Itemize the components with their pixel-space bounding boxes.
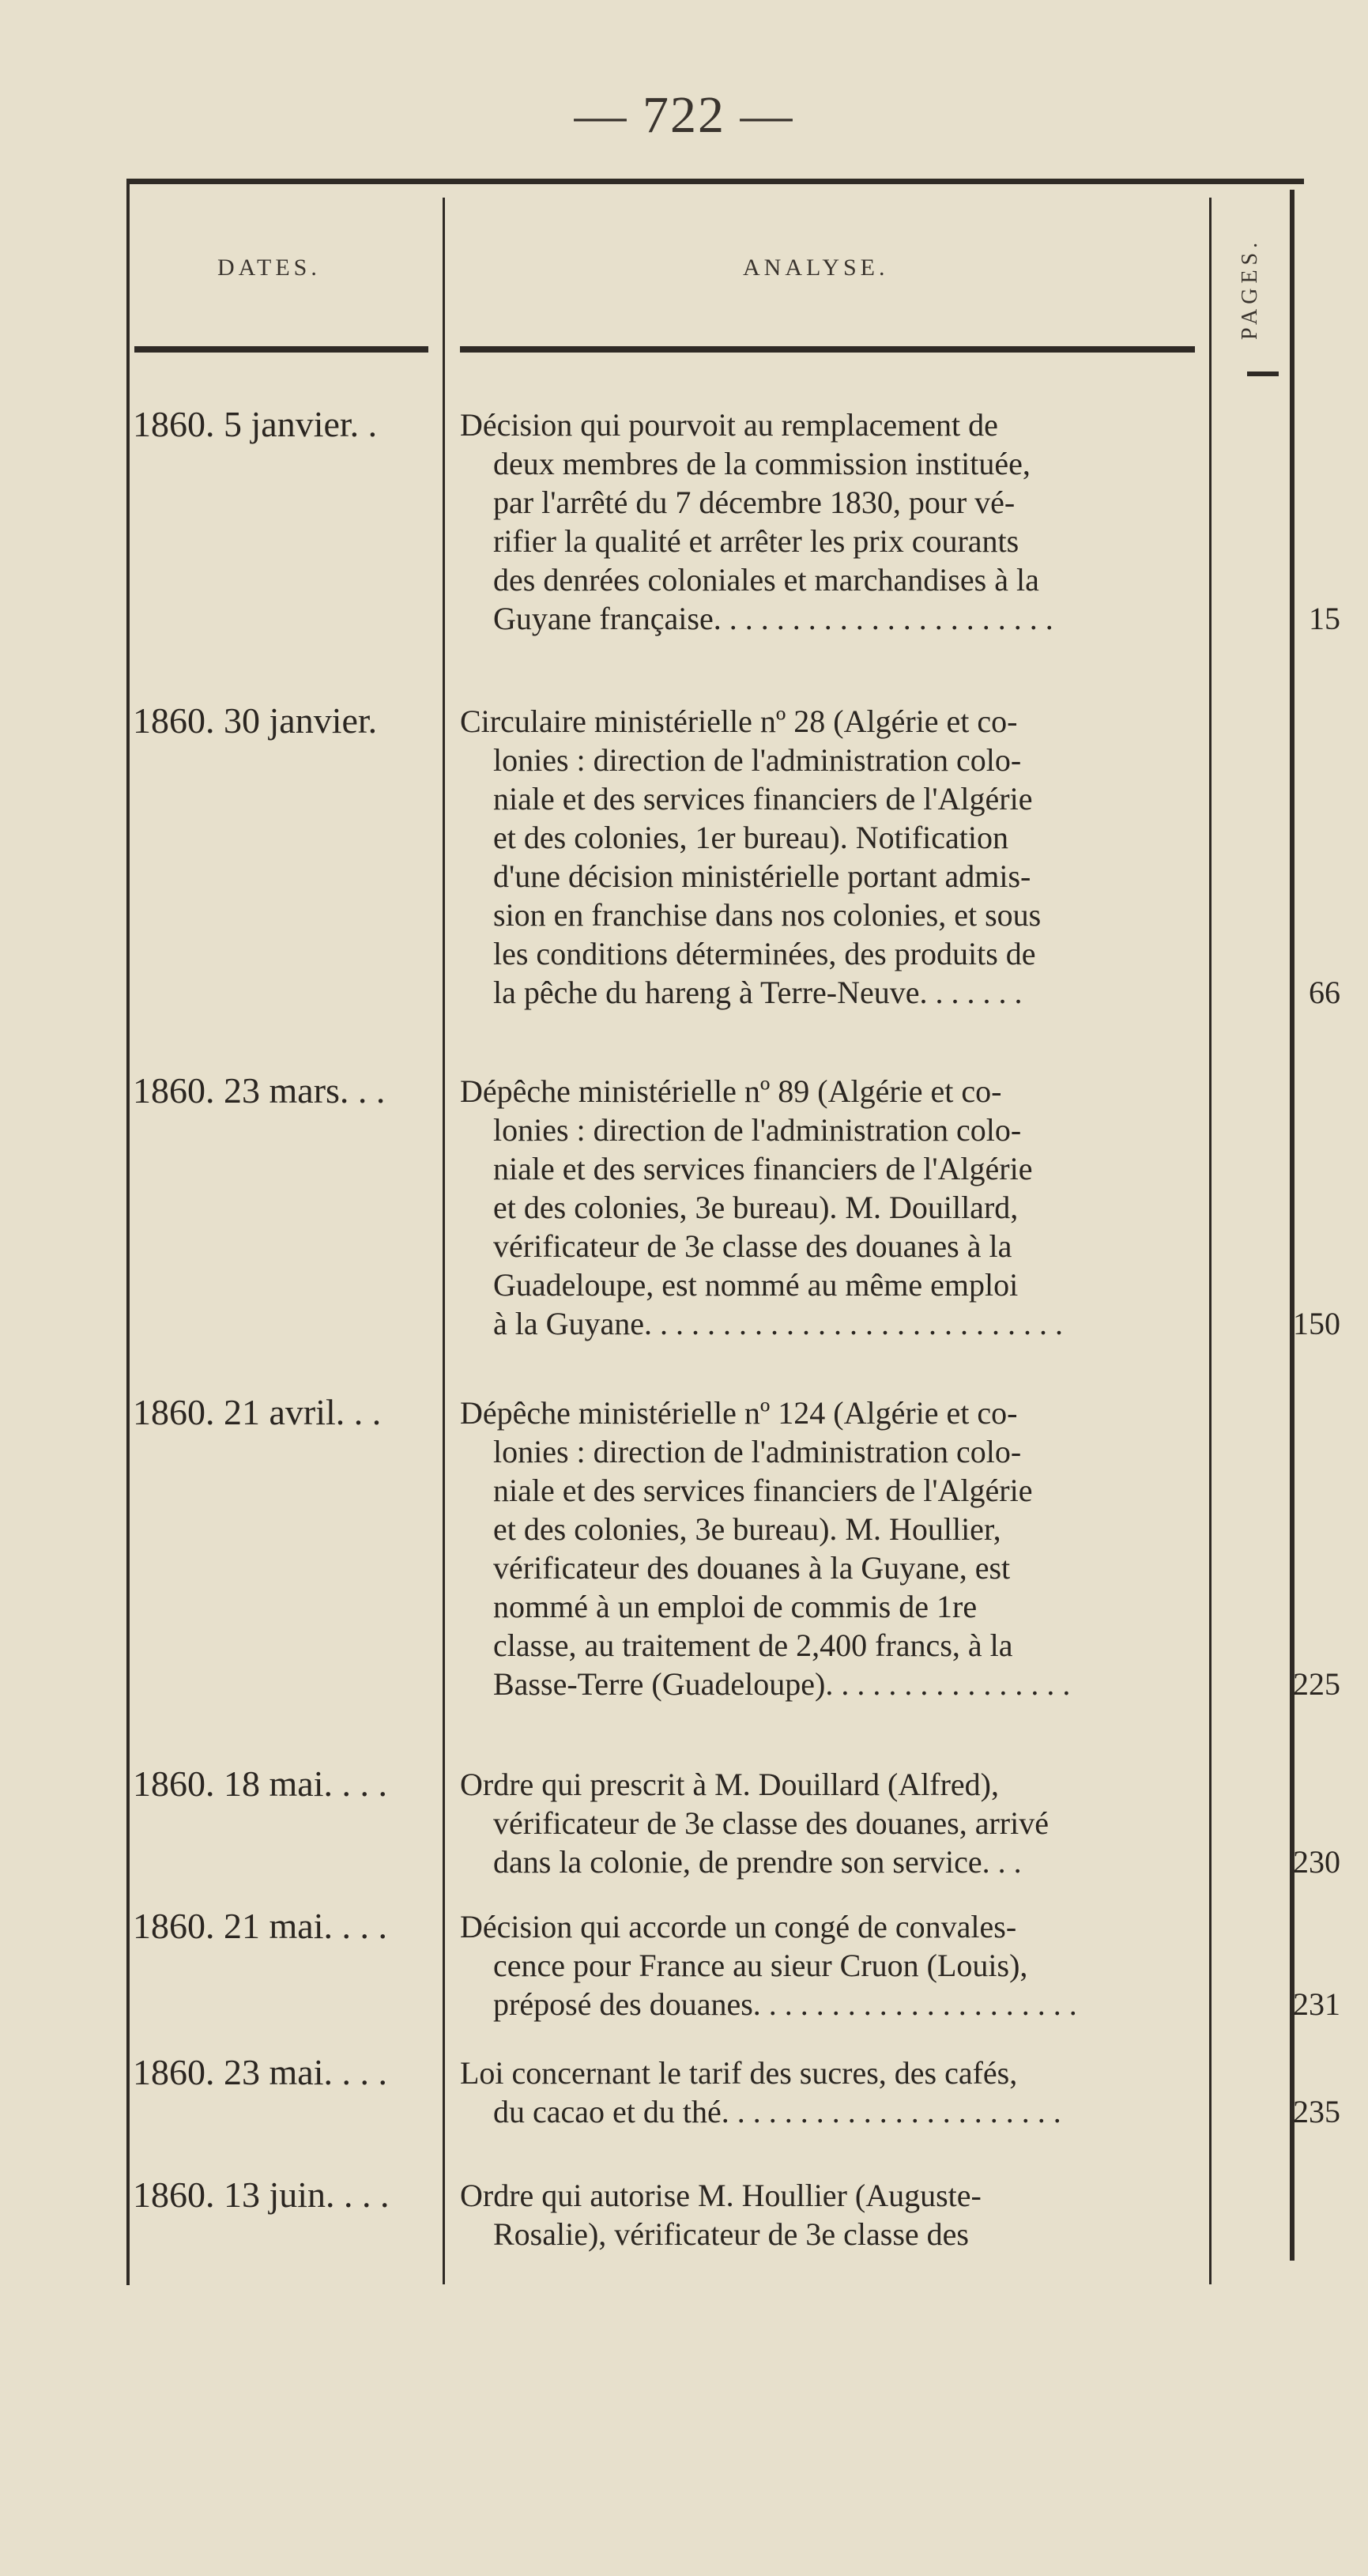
header-pages: PAGES. <box>1238 237 1262 340</box>
analysis-line: niale et des services financiers de l'Algérie <box>493 1151 1033 1186</box>
header-rule-dates <box>134 346 428 353</box>
page-number: — 722 — <box>574 86 794 144</box>
analysis-line: Circulaire ministérielle nº 28 (Algérie et co- <box>460 703 1018 739</box>
left-border <box>126 179 130 2285</box>
analysis-line: Décision qui accorde un congé de convales- <box>460 1909 1017 1944</box>
header-rule-pages <box>1247 372 1279 376</box>
analysis-line: par l'arrêté du 7 décembre 1830, pour vé- <box>493 485 1016 520</box>
page-reference: 235 <box>1293 2094 1340 2129</box>
analysis-line: niale et des services financiers de l'Algérie <box>493 1473 1033 1508</box>
analysis-line: dans la colonie, de prendre son service. . . <box>493 1844 1022 1880</box>
analysis-line: des denrées coloniales et marchandises à la <box>493 562 1039 598</box>
analysis-line: les conditions déterminées, des produits de <box>493 936 1036 971</box>
page-reference: 66 <box>1309 975 1340 1010</box>
analysis-line: classe, au traitement de 2,400 francs, à la <box>493 1627 1013 1663</box>
entry-date: 1860. 18 mai. . . . <box>133 1763 387 1804</box>
page-reference: 15 <box>1309 601 1340 636</box>
page-reference: 231 <box>1293 1986 1340 2022</box>
page-reference: 150 <box>1293 1306 1340 1341</box>
analysis-line: Décision qui pourvoit au remplacement de <box>460 407 998 443</box>
entry-date: 1860. 21 avril. . . <box>133 1392 382 1432</box>
entry-date: 1860. 23 mars. . . <box>133 1070 386 1111</box>
analysis-line: Ordre qui autorise M. Houllier (Auguste- <box>460 2178 982 2213</box>
header-dates: DATES. <box>217 255 321 281</box>
analysis-line: lonies : direction de l'administration colo- <box>493 1112 1022 1148</box>
entry-date: 1860. 21 mai. . . . <box>133 1906 387 1946</box>
analysis-line: Guadeloupe, est nommé au même emploi <box>493 1267 1019 1303</box>
analysis-line: Rosalie), vérificateur de 3e classe des <box>493 2216 969 2252</box>
entry-analysis <box>460 1765 1215 1881</box>
entry-analysis <box>460 2176 1215 2254</box>
header-rule-analyse <box>460 346 1195 353</box>
entry-analysis <box>460 405 1215 638</box>
analysis-line: la pêche du hareng à Terre-Neuve. . . . . . . <box>493 975 1023 1010</box>
entry-date: 1860. 13 juin. . . . <box>133 2174 390 2215</box>
analysis-line: préposé des douanes. . . . . . . . . . . . . . . . . . . . . <box>493 1986 1077 2022</box>
entry-analysis <box>460 702 1215 1012</box>
page-reference: 225 <box>1293 1666 1340 1702</box>
analysis-line: rifier la qualité et arrêter les prix courants <box>493 523 1019 559</box>
analysis-line: et des colonies, 3e bureau). M. Douillard, <box>493 1190 1019 1225</box>
analysis-line: Basse-Terre (Guadeloupe). . . . . . . . . . . . . . . . <box>493 1666 1071 1702</box>
analysis-line: niale et des services financiers de l'Algérie <box>493 781 1033 817</box>
analysis-line: lonies : direction de l'administration colo- <box>493 742 1022 778</box>
analysis-line: vérificateur de 3e classe des douanes à la <box>493 1228 1012 1264</box>
entry-date: 1860. 5 janvier. . <box>133 404 378 444</box>
entry-analysis <box>460 1072 1215 1343</box>
analysis-line: Loi concernant le tarif des sucres, des cafés, <box>460 2055 1018 2091</box>
analysis-line: deux membres de la commission instituée, <box>493 446 1031 481</box>
analysis-line: nommé à un emploi de commis de 1re <box>493 1589 978 1624</box>
analysis-line: lonies : direction de l'administration colo- <box>493 1434 1022 1469</box>
entry-date: 1860. 23 mai. . . . <box>133 2052 387 2092</box>
entry-analysis <box>460 1394 1215 1703</box>
analysis-line: Dépêche ministérielle nº 89 (Algérie et co- <box>460 1073 1002 1109</box>
column-divider-dates <box>443 198 445 2284</box>
analysis-line: cence pour France au sieur Cruon (Louis), <box>493 1948 1028 1983</box>
analysis-line: vérificateur des douanes à la Guyane, est <box>493 1550 1011 1586</box>
analysis-line: Guyane française. . . . . . . . . . . . . . . . . . . . . . <box>493 601 1053 636</box>
entry-analysis <box>460 1907 1215 2023</box>
analysis-line: du cacao et du thé. . . . . . . . . . . . . . . . . . . . . . <box>493 2094 1061 2129</box>
analysis-line: et des colonies, 3e bureau). M. Houllier, <box>493 1511 1001 1547</box>
analysis-line: et des colonies, 1er bureau). Notification <box>493 820 1008 855</box>
page-reference: 230 <box>1293 1844 1340 1880</box>
analysis-line: vérificateur de 3e classe des douanes, arrivé <box>493 1805 1049 1841</box>
analysis-line: à la Guyane. . . . . . . . . . . . . . . . . . . . . . . . . . . <box>493 1306 1064 1341</box>
analysis-line: d'une décision ministérielle portant admis- <box>493 858 1031 894</box>
entry-analysis <box>460 2054 1215 2131</box>
analysis-line: Dépêche ministérielle nº 124 (Algérie et co- <box>460 1395 1018 1431</box>
right-border <box>1290 190 1295 2261</box>
entry-date: 1860. 30 janvier. <box>133 700 378 741</box>
header-analyse: ANALYSE. <box>743 255 889 281</box>
analysis-line: sion en franchise dans nos colonies, et sous <box>493 897 1042 933</box>
analysis-line: Ordre qui prescrit à M. Douillard (Alfred), <box>460 1767 999 1802</box>
